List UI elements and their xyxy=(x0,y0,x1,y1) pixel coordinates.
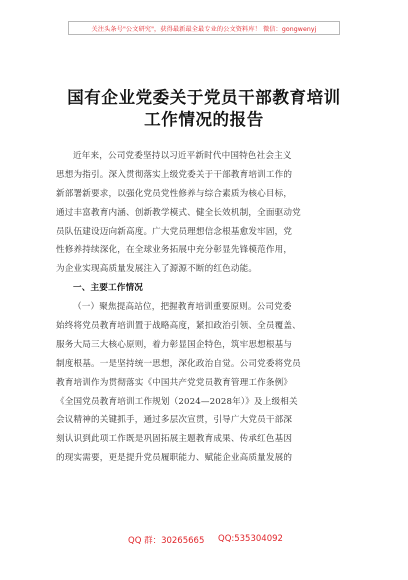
body-line: 的现实需要，更是提升党员履职能力、赋能企业高质量发展的 xyxy=(56,453,293,464)
document-title-line-2: 工作情况的报告 xyxy=(144,110,264,129)
body-line: 制度根基。一是坚持统一思想，深化政治自觉。公司党委将党员 xyxy=(56,358,301,369)
document-title-line-1: 国有企业党委关于党员干部教育培训 xyxy=(67,88,341,107)
section-heading: 一、主要工作情况 xyxy=(73,283,143,294)
body-line: 员队伍建设迈向新高度。广大党员理想信念根基愈发牢固，党 xyxy=(56,226,293,237)
body-line: 近年来，公司党委坚持以习近平新时代中国特色社会主义 xyxy=(73,151,292,161)
body-line: （一）聚焦提高站位，把握教育培训重要原则。公司党委 xyxy=(73,302,292,313)
body-line: 教育培训作为贯彻落实《中国共产党党员教育管理工作条例》 xyxy=(56,377,293,388)
body-line: 性修养持续深化，在全球业务拓展中充分彰显先锋模范作用， xyxy=(56,245,293,256)
body-line: 会议精神的关键抓手，通过多层次宣贯，引导广大党员干部深 xyxy=(56,415,293,426)
footer-contact xyxy=(0,534,408,548)
body-line: 为企业实现高质量发展注入了源源不断的红色动能。 xyxy=(56,264,258,275)
qq-contact-number: QQ:535304092 xyxy=(218,534,283,544)
qq-group-number: QQ 群：30265665 xyxy=(128,536,205,546)
body-line: 刻认识到此项工作既是巩固拓展主题教育成果、传承红色基因 xyxy=(56,434,293,445)
body-line: 思想为指引。深入贯彻落实上级党委关于干部教育培训工作的 xyxy=(56,169,293,180)
document-body xyxy=(56,147,354,468)
body-line: 新部署新要求，以强化党员党性修养与综合素质为核心目标， xyxy=(56,188,293,199)
body-line: 通过丰富教育内涵、创新教学模式、健全长效机制，全面驱动党 xyxy=(56,207,301,218)
body-line: 《全国党员教育培训工作规划（2024—2028年）》及上级相关 xyxy=(56,396,298,407)
header-banner: 关注头条号"公文研究"，获得最新最全最专业的公文资料库！ 微信：gongwenyj xyxy=(68,21,340,35)
body-line: 始终将党员教育培训置于战略高度，紧扣政治引领、全员覆盖、 xyxy=(56,321,301,332)
body-line: 服务大局三大核心原则，着力彰显国企特色，筑牢思想根基与 xyxy=(56,339,293,350)
